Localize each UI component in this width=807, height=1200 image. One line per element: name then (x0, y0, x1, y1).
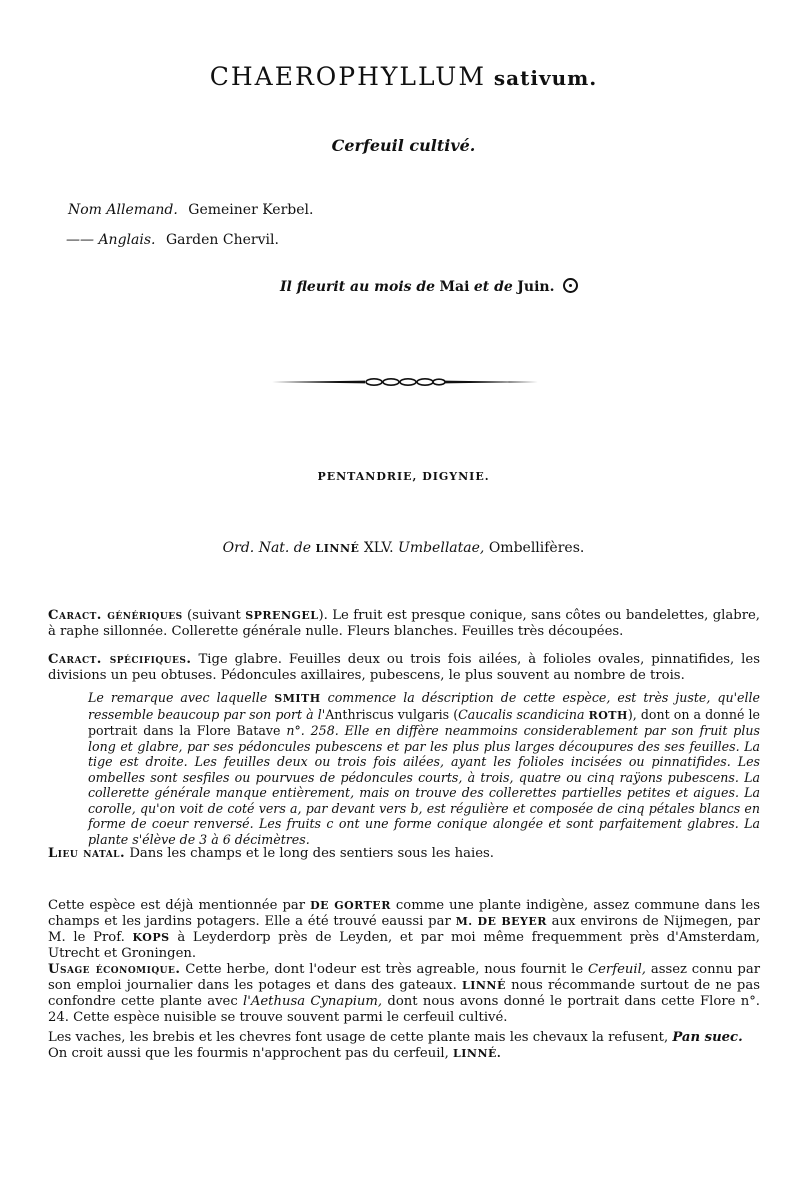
flowering-may: Mai (439, 279, 470, 295)
generic-label: Caract. génériques (48, 608, 183, 623)
specific-label: Caract. spécifiques. (48, 652, 192, 667)
note-smith: SMITH (274, 692, 321, 705)
note-roth: ROTH (588, 708, 628, 722)
usage-aethusa: l'Aethusa Cynapium, (243, 994, 383, 1009)
page-subtitle: Cerfeuil cultivé. (331, 136, 476, 155)
note-caucalis: Caucalis scandicina (458, 706, 585, 722)
english-value: Garden Chervil. (165, 232, 279, 248)
habitat-text: Dans les champs et le long des sentiers sous les haies. (129, 846, 494, 861)
usage-text-d: dont nous avons donné le portrait dans cette Flore n°. 24. Cette espèce nuisible se trouve souvent parmi le cerfeuil cultivé. (48, 994, 760, 1025)
mention-text-b: comme une plante indigène, assez commune dans les champs et les jardins potagers. Elle a été trouvé eaussi par (48, 898, 760, 929)
natural-order-line (0, 540, 807, 556)
specific-characters-paragraph (48, 652, 760, 684)
flowering-text: Il fleurit au mois de (280, 279, 436, 295)
name-english-line (66, 232, 279, 248)
german-label: Nom Allemand. (68, 202, 178, 218)
description-note (88, 690, 760, 847)
page-title (0, 62, 807, 91)
mention-paragraph (48, 898, 760, 962)
annual-symbol-icon (563, 278, 578, 293)
order-french: Ombellifères. (488, 540, 585, 556)
habitat-paragraph (48, 846, 760, 862)
title-genus: CHAEROPHYLLUM (209, 62, 486, 91)
flowering-line (280, 278, 578, 295)
usage-linne: LINNÉ (462, 979, 506, 992)
order-linne: LINNÉ (315, 542, 360, 555)
generic-author: SPRENGEL (245, 609, 319, 622)
usage-text-c: nous récommande surtout de ne pas confondre cette plante avec (48, 978, 760, 1009)
name-german-line (68, 202, 313, 218)
english-label: —— Anglais. (66, 232, 156, 248)
usage-text-b: assez connu par son emploi journalier dans les potages et dans des gateaux. (48, 962, 760, 993)
note-text-b: commence la déscription de cette espèce, est très juste, qu'elle ressemble beaucoup par son port à l' (88, 690, 760, 722)
generic-text-b: ). Le fruit est presque conique, sans côtes ou bandelettes, glabre, à raphe sillonnée. Collerette générale nulle. Fleurs blanches. Feuilles très découpées. (48, 608, 760, 639)
classification-line: PENTANDRIE, DIGYNIE. (317, 470, 490, 483)
cattle-text-a: Les vaches, les brebis et les chevres font usage de cette plante mais les chevaux la refusent, (48, 1030, 669, 1045)
cattle-reference: Pan suec. (672, 1030, 743, 1045)
mention-beyer: M. DE BEYER (455, 915, 547, 928)
cattle-paragraph (48, 1030, 760, 1062)
note-text-a: Le remarque avec laquelle (88, 690, 268, 705)
note-text-c: ( (453, 706, 459, 722)
flowering-june: Juin. (517, 279, 555, 295)
cattle-linne: LINNÉ. (453, 1047, 502, 1060)
mention-gorter: DE GORTER (310, 899, 391, 912)
cattle-text-b: On croit aussi que les fourmis n'approchent pas du cerfeuil, (48, 1046, 449, 1061)
usage-text-a: Cette herbe, dont l'odeur est très agreable, nous fournit le (185, 962, 584, 977)
generic-characters-paragraph (48, 608, 760, 640)
generic-text-a: (suivant (187, 608, 241, 623)
mention-text-c: aux environs de Nijmegen, par M. le Prof. (48, 914, 760, 945)
mention-text-a: Cette espèce est déjà mentionnée par (48, 898, 306, 913)
note-text-d: ), dont on a donné le portrait dans la (88, 706, 760, 738)
order-number: XLV. (363, 540, 394, 556)
economic-use-paragraph (48, 962, 760, 1026)
usage-cerfeuil: Cerfeuil, (588, 962, 647, 977)
mention-kops: KOPS (132, 931, 170, 944)
mention-text-d: à Leyderdorp près de Leyden, et par moi même frequemment près d'Amsterdam, Utrecht et Groningen. (48, 930, 760, 961)
usage-label: Usage économique. (48, 962, 181, 977)
flowering-and: et de (473, 279, 513, 295)
ornament-divider-icon (270, 372, 540, 392)
note-text-e: n°. 258. Elle en diffère neammoins considerablement par son fruit plus long et glabre, par ses pédoncules pubescens et par les plus plus larges découpures des ses feuilles. La tige est droite. Les feuilles deux ou trois fois ailées, ayant les folioles incisées ou pinnatifides. Les ombelles sont sesfiles ou pourvues de pédoncules courts, à trois, quatre ou cinq raÿons pubescens. La collerette générale manque entièrement, mais on trouve des collerettes partielles petites et aigues. La corolle, qu'on voit de coté vers a, par devant vers b, est régulière et composée de cinq pétales blancs en forme de coeur renversé. Les fruits c ont une forme conique alongée et sont parfaitement glabres. La plante s'élève de 3 à 6 décimètres. (88, 723, 760, 847)
title-species: sativum. (493, 66, 598, 90)
specific-text: Tige glabre. Feuilles deux ou trois fois ailées, à folioles ovales, pinnatifides, les divisions un peu obtuses. Pédoncules axillaires, pubescens, le plus souvent au nombre de trois. (48, 652, 760, 683)
german-value: Gemeiner Kerbel. (188, 202, 314, 218)
order-label: Ord. Nat. de (222, 540, 312, 556)
habitat-label: Lieu natal. (48, 846, 126, 861)
note-flore: Flore Batave (196, 723, 281, 738)
order-latin: Umbellatae, (398, 540, 485, 556)
note-anthriscus: Anthriscus vulgaris (325, 706, 450, 722)
